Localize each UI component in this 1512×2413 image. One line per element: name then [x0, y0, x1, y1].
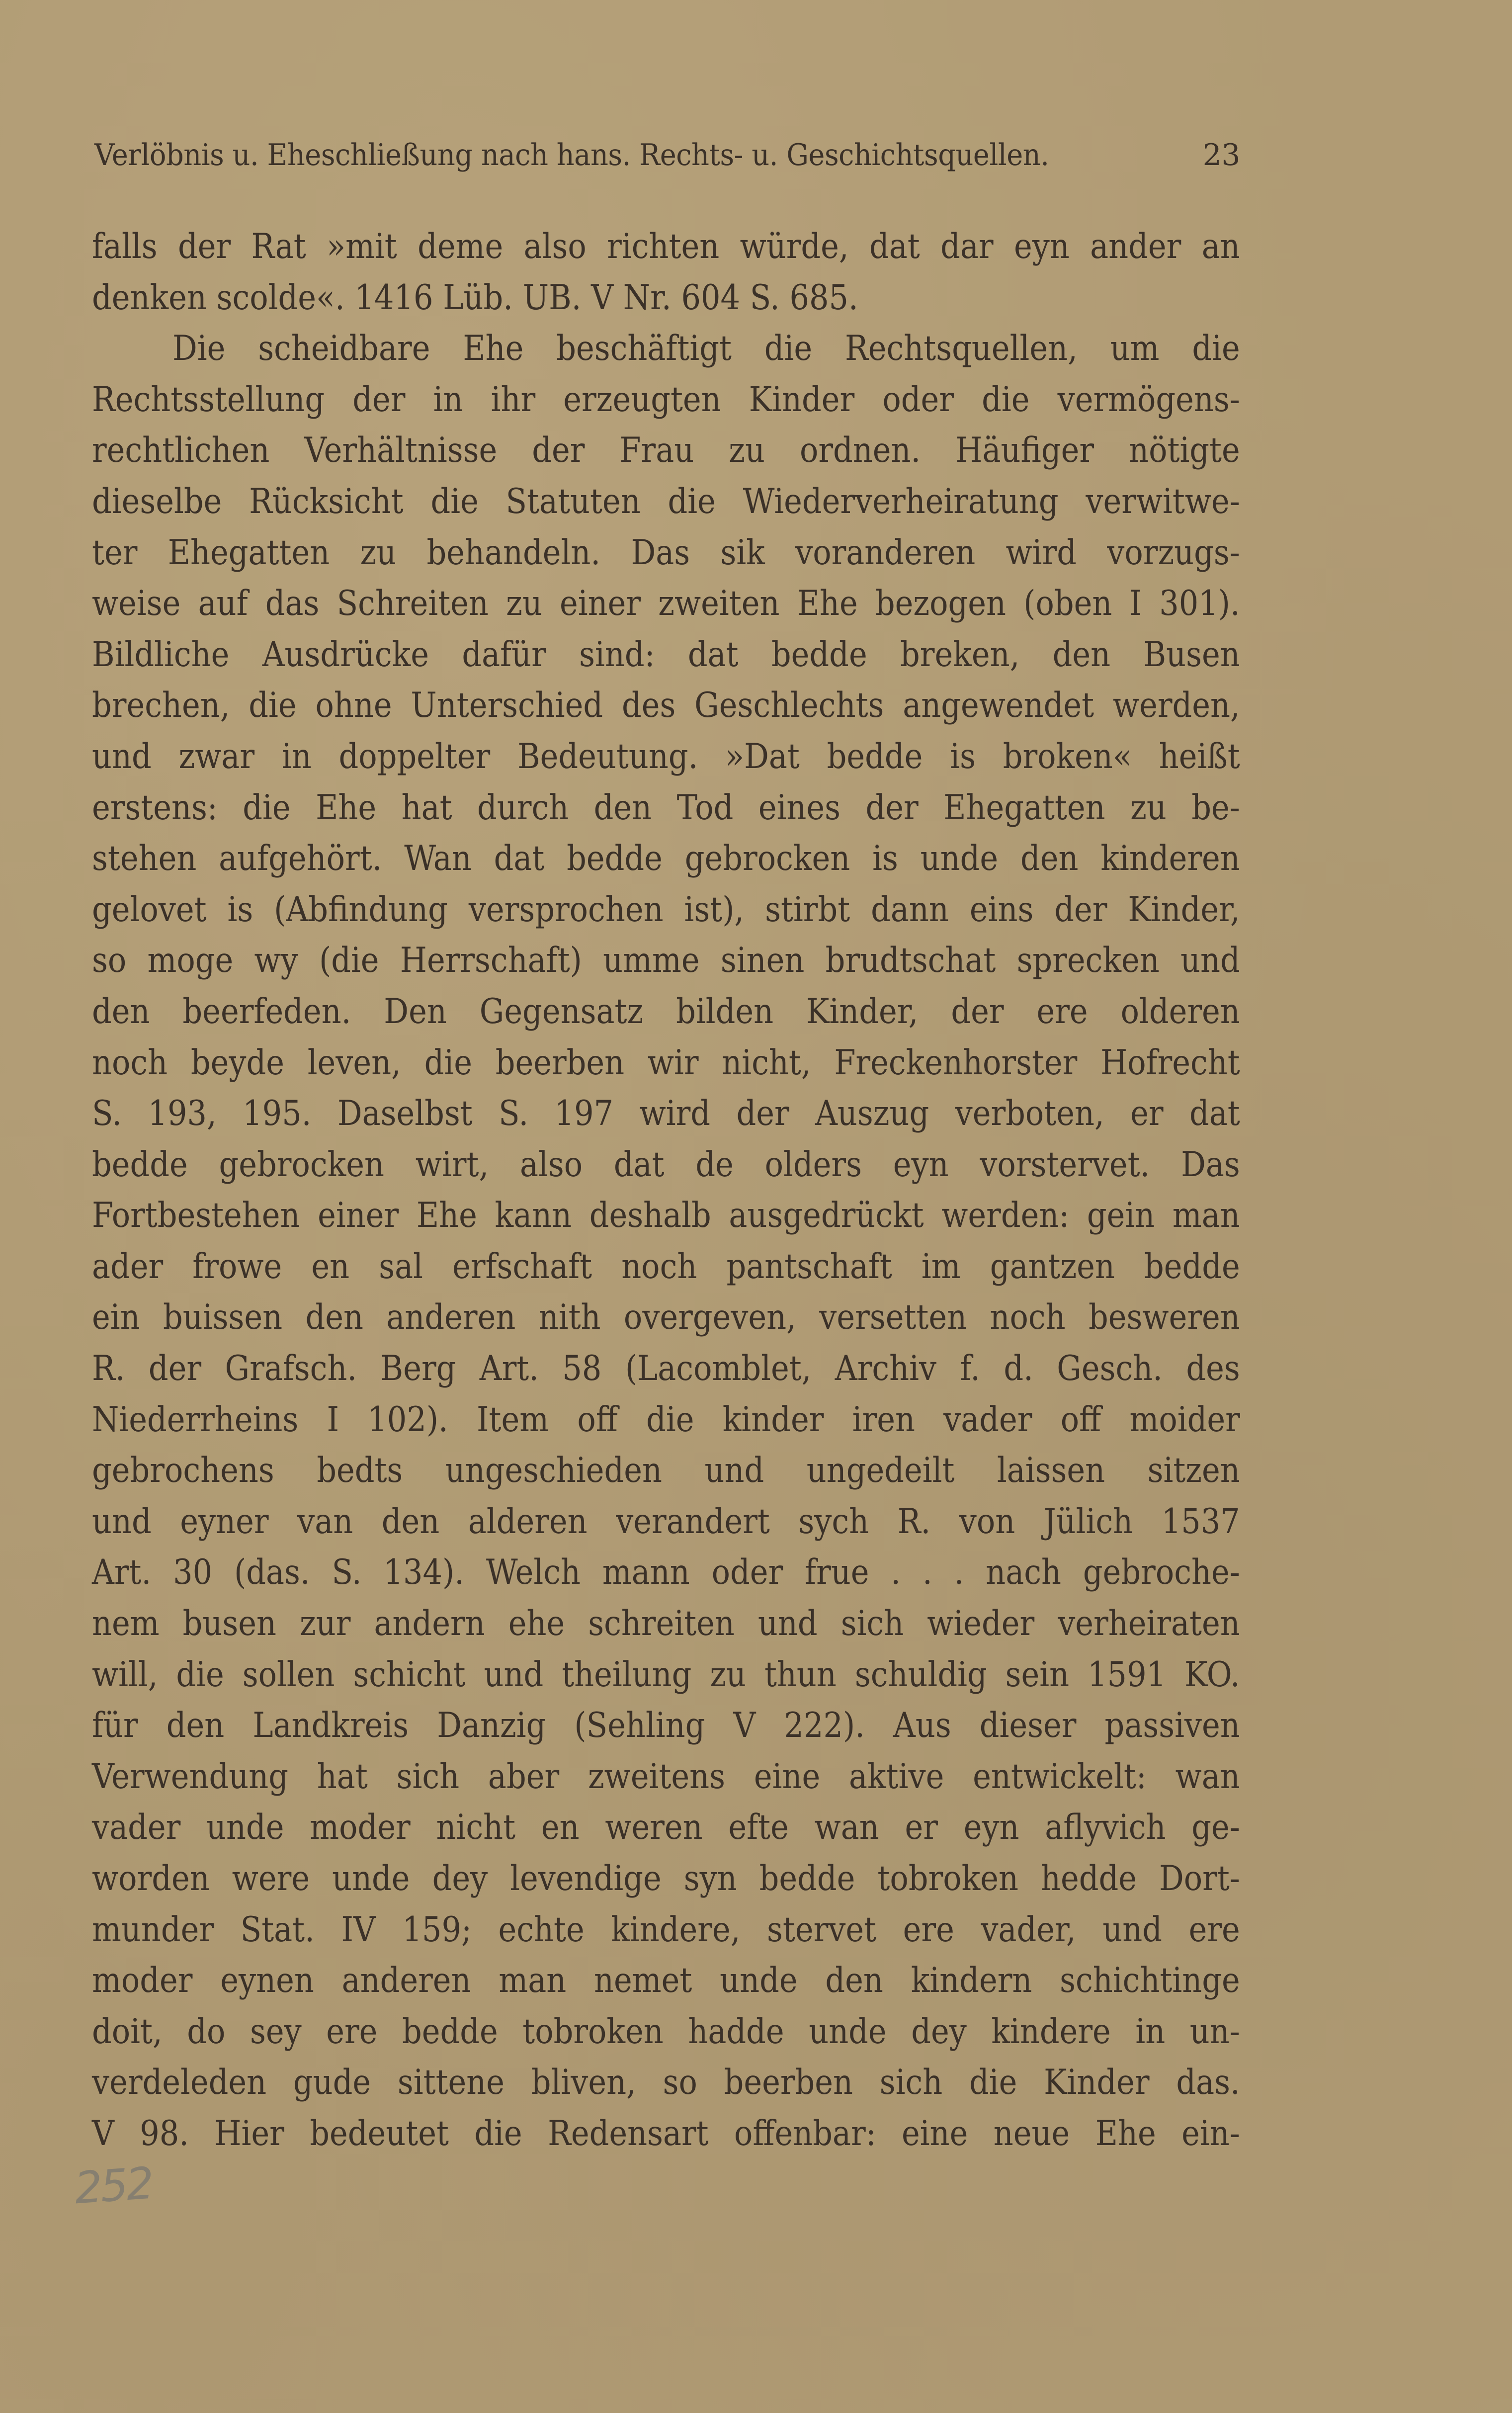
text-line-content: falls der Rat »mit deme also richten würde, dat dar eyn ander an — [92, 227, 1240, 266]
text-line-content: verdeleden gude sittene bliven, so beerben sich die Kinder das. — [92, 2063, 1240, 2103]
text-line-content: stehen aufgehört. Wan dat bedde gebrocken is unde den kinderen — [92, 839, 1240, 879]
text-line — [92, 2006, 1240, 2058]
text-line-content: Rechtsstellung der in ihr erzeugten Kinder oder die vermögens- — [92, 379, 1240, 420]
text-line — [92, 833, 1240, 884]
text-line-content: Art. 30 (das. S. 134). Welch mann oder frue . . . nach gebroche- — [92, 1552, 1240, 1593]
text-line-content: worden were unde dey levendige syn bedde tobroken hedde Dort- — [92, 1859, 1240, 1898]
text-line — [92, 1139, 1240, 1191]
text-line — [92, 1700, 1240, 1751]
text-line-content: ader frowe en sal erfschaft noch pantschaft im gantzen bedde — [92, 1246, 1240, 1287]
text-line — [92, 323, 1240, 374]
text-line — [92, 731, 1240, 782]
text-line — [92, 425, 1240, 476]
text-line — [92, 374, 1240, 426]
text-line — [92, 1955, 1240, 2006]
text-line — [92, 527, 1240, 579]
text-line — [92, 2057, 1240, 2108]
text-line — [92, 1241, 1240, 1293]
text-line — [92, 986, 1240, 1037]
text-line — [92, 221, 1240, 272]
text-line — [92, 1037, 1240, 1089]
text-line-content: rechtlichen Verhältnisse der Frau zu ordnen. Häufiger nötigte — [92, 431, 1240, 471]
text-line-content: gebrochens bedts ungeschieden und ungedeilt laissen sitzen — [92, 1451, 1240, 1491]
text-line-content: weise auf das Schreiten zu einer zweiten Ehe bezogen (oben I 301). — [92, 584, 1240, 624]
text-line — [92, 935, 1240, 986]
running-head — [94, 135, 1240, 175]
text-line — [92, 1904, 1240, 1956]
text-line — [92, 1751, 1240, 1803]
text-line — [92, 1088, 1240, 1139]
text-line — [92, 1598, 1240, 1649]
text-line — [92, 1292, 1240, 1343]
text-line-content: ter Ehegatten zu behandeln. Das sik voranderen wird vorzugs- — [92, 532, 1240, 573]
text-line-content: vader unde moder nicht en weren efte wan er eyn aflyvich ge- — [92, 1808, 1240, 1848]
text-line-content: R. der Grafsch. Berg Art. 58 (Lacomblet, Archiv f. d. Gesch. des — [92, 1349, 1240, 1389]
text-line-content: will, die sollen schicht und theilung zu thun schuldig sein 1591 KO. — [92, 1654, 1240, 1695]
text-line-content: und eyner van den alderen verandert sych R. von Jülich 1537 — [92, 1501, 1240, 1542]
text-line — [92, 680, 1240, 731]
text-line — [92, 1394, 1240, 1446]
text-line-content: brechen, die ohne Unterschied des Geschlechts angewendet werden, — [92, 686, 1240, 726]
text-line — [92, 629, 1240, 681]
page-number: 23 — [1202, 138, 1240, 172]
text-line — [92, 272, 1240, 324]
text-line-content: gelovet is (Abfindung versprochen ist), stirbt dann eins der Kinder, — [92, 889, 1240, 930]
text-line — [92, 1496, 1240, 1548]
text-line — [92, 1547, 1240, 1598]
text-line — [92, 1853, 1240, 1904]
text-line-content: V 98. Hier bedeutet die Redensart offenbar: eine neue Ehe ein- — [92, 2113, 1240, 2154]
text-line-content: erstens: die Ehe hat durch den Tod eines der Ehegatten zu be- — [92, 787, 1240, 828]
text-line — [92, 1445, 1240, 1496]
text-line-content: so moge wy (die Herrschaft) umme sinen brudtschat sprecken und — [92, 941, 1240, 981]
text-line-content: Fortbestehen einer Ehe kann deshalb ausgedrückt werden: gein man — [92, 1196, 1240, 1236]
text-line — [92, 1802, 1240, 1853]
text-line-content: noch beyde leven, die beerben wir nicht, Freckenhorster Hofrecht — [92, 1042, 1240, 1083]
text-line-content: munder Stat. IV 159; echte kindere, stervet ere vader, und ere — [92, 1909, 1240, 1950]
text-line-content: den beerfeden. Den Gegensatz bilden Kinder, der ere olderen — [92, 991, 1240, 1032]
text-line-content: dieselbe Rücksicht die Statuten die Wiederverheiratung verwitwe- — [92, 481, 1240, 521]
text-line — [92, 1343, 1240, 1394]
text-line — [92, 476, 1240, 527]
text-line-content: Verwendung hat sich aber zweitens eine aktive entwickelt: wan — [92, 1756, 1240, 1797]
text-line-content: bedde gebrocken wirt, also dat de olders eyn vorstervet. Das — [92, 1144, 1240, 1185]
running-head-title: Verlöbnis u. Eheschließung nach hans. Rechts- u. Geschichtsquellen. — [94, 138, 1049, 172]
text-line-content: S. 193, 195. Daselbst S. 197 wird der Auszug verboten, er dat — [92, 1094, 1240, 1134]
text-line — [92, 1190, 1240, 1241]
text-line-content: und zwar in doppelter Bedeutung. »Dat bedde is broken« heißt — [92, 736, 1240, 776]
text-line — [92, 578, 1240, 629]
handwritten-page-mark: 252 — [73, 2157, 154, 2214]
text-line-content: doit, do sey ere bedde tobroken hadde unde dey kindere in un- — [92, 2011, 1240, 2052]
text-line — [92, 782, 1240, 834]
body-text — [92, 221, 1240, 2159]
text-line-content: moder eynen anderen man nemet unde den kindern schichtinge — [92, 1961, 1240, 2001]
text-line-content: denken scolde«. 1416 Lüb. UB. V Nr. 604 S. 685. — [92, 277, 858, 318]
text-line-content: Niederrheins I 102). Item off die kinder iren vader off moider — [92, 1399, 1240, 1440]
text-line-content: ein buissen den anderen nith overgeven, versetten noch besweren — [92, 1297, 1240, 1338]
text-line-content: nem busen zur andern ehe schreiten und sich wieder verheiraten — [92, 1604, 1240, 1644]
text-line-content: Die scheidbare Ehe beschäftigt die Rechtsquellen, um die — [172, 329, 1240, 369]
text-line — [92, 2108, 1240, 2159]
text-line-content: für den Landkreis Danzig (Sehling V 222). Aus dieser passiven — [92, 1706, 1240, 1746]
text-line — [92, 1649, 1240, 1701]
text-line-content: Bildliche Ausdrücke dafür sind: dat bedde breken, den Busen — [92, 634, 1240, 675]
text-line — [92, 884, 1240, 936]
